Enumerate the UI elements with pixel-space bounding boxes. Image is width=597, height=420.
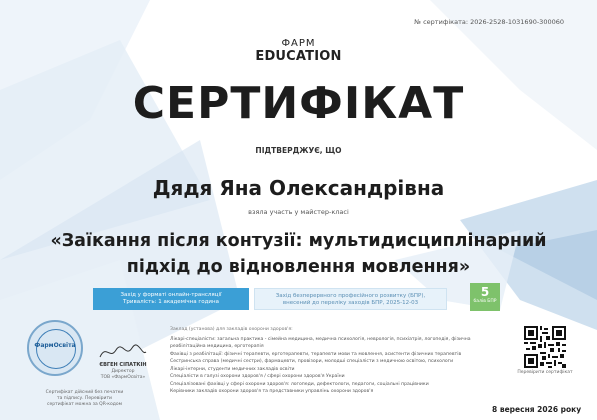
details-header: Заклад (установа) для закладів охорони здоров'я:: [170, 327, 293, 332]
validity-note: [27, 390, 142, 408]
bpr-info-tag: [254, 288, 447, 310]
bpr-info-line2: внесений до переліку заходів БПР, 2025-12-03: [282, 300, 419, 306]
bpr-points-label: балів БПР: [473, 299, 497, 304]
signatory-name: ЄВГЕН СІПАТКІН: [99, 362, 147, 368]
issue-date: 8 вересня 2026 року: [492, 405, 582, 414]
format-tag-line1: Захід у форматі онлайн-трансляції: [120, 292, 222, 298]
pharm-education-logo: [0, 38, 597, 64]
validity-note-line3: сертифікат можна за QR-кодом: [46, 402, 123, 407]
details-line: Сестринська справа (медичні сестри), фармацевти, провізори, молодші спеціалісти з медичною освітою, психологи: [170, 359, 454, 364]
qr-caption: Перевірити сертифікат: [517, 370, 573, 375]
certificate-number: № сертифіката: 2026-2528-1031690-300060: [414, 18, 564, 26]
details-line: Лікарі-інтерни, студенти медичних закладів освіти: [170, 366, 295, 372]
signatory-role: [98, 369, 148, 380]
course-title-line1: «Заїкання після контузії: мультидисциплінарний: [50, 231, 547, 251]
person-name: Дядя Яна Олександрівна: [152, 176, 445, 200]
seal-ring: [36, 329, 76, 369]
validity-note-line1: Сертифікат дійсний без печатки: [45, 390, 124, 395]
confirm-text: ПІДТВЕРДЖУЄ, ЩО: [255, 146, 342, 155]
logo-line2: EDUCATION: [255, 49, 342, 64]
details-line: Лікарі-спеціалісти: загальна практика - сімейна медицина, медична психологія, неврологія, психіатрія, логопедія, фізична реабілітаційна медицина, ерготерапія: [170, 336, 471, 349]
format-tag: [93, 288, 249, 310]
organization-seal: [27, 320, 83, 376]
course-title-line2: підхід до відновлення мовлення»: [126, 257, 471, 277]
details-line: Спеціалісти в галузі охорони здоров'я / сфері охорони здоров'я України: [170, 374, 345, 379]
certificate-title: СЕРТИФІКАТ: [132, 78, 465, 129]
logo-line1: ФАРМ: [281, 38, 316, 49]
details-line: Керівники закладів охорони здоров'я та представники управлінь охорони здоров'я: [170, 389, 374, 394]
details-line: Спеціалізовані фахівці у сфері охорони здоров'я: логопеди, дефектологи, педагоги, соціальні працівники: [170, 381, 429, 387]
qr-code-icon[interactable]: [524, 326, 566, 368]
validity-note-line2: та підпису. Перевірити: [57, 396, 112, 401]
signatory-role-line2: ТОВ «ФармОсвіта»: [100, 374, 146, 380]
bpr-points-badge: [470, 283, 500, 311]
bpr-info-line1: Захід безперервного професійного розвитку (БПР),: [275, 293, 426, 299]
signature-icon: [98, 342, 148, 362]
target-audience-details: [170, 326, 490, 396]
signatory-role-line1: Директор: [111, 369, 135, 374]
details-line: Фахівці з реабілітації: фізичні терапевти, ерготерапевти, терапевти мови та мовлення, асистенти фізичних терапевтів: [170, 351, 462, 357]
format-tag-line2: Тривалість: 1 академічна година: [123, 299, 219, 305]
participation-text: взяла участь у майстер-класі: [248, 208, 349, 216]
course-title: [40, 228, 557, 280]
seal-text: ФармОсвіта: [34, 342, 76, 349]
bpr-points-value: 5: [480, 285, 490, 299]
